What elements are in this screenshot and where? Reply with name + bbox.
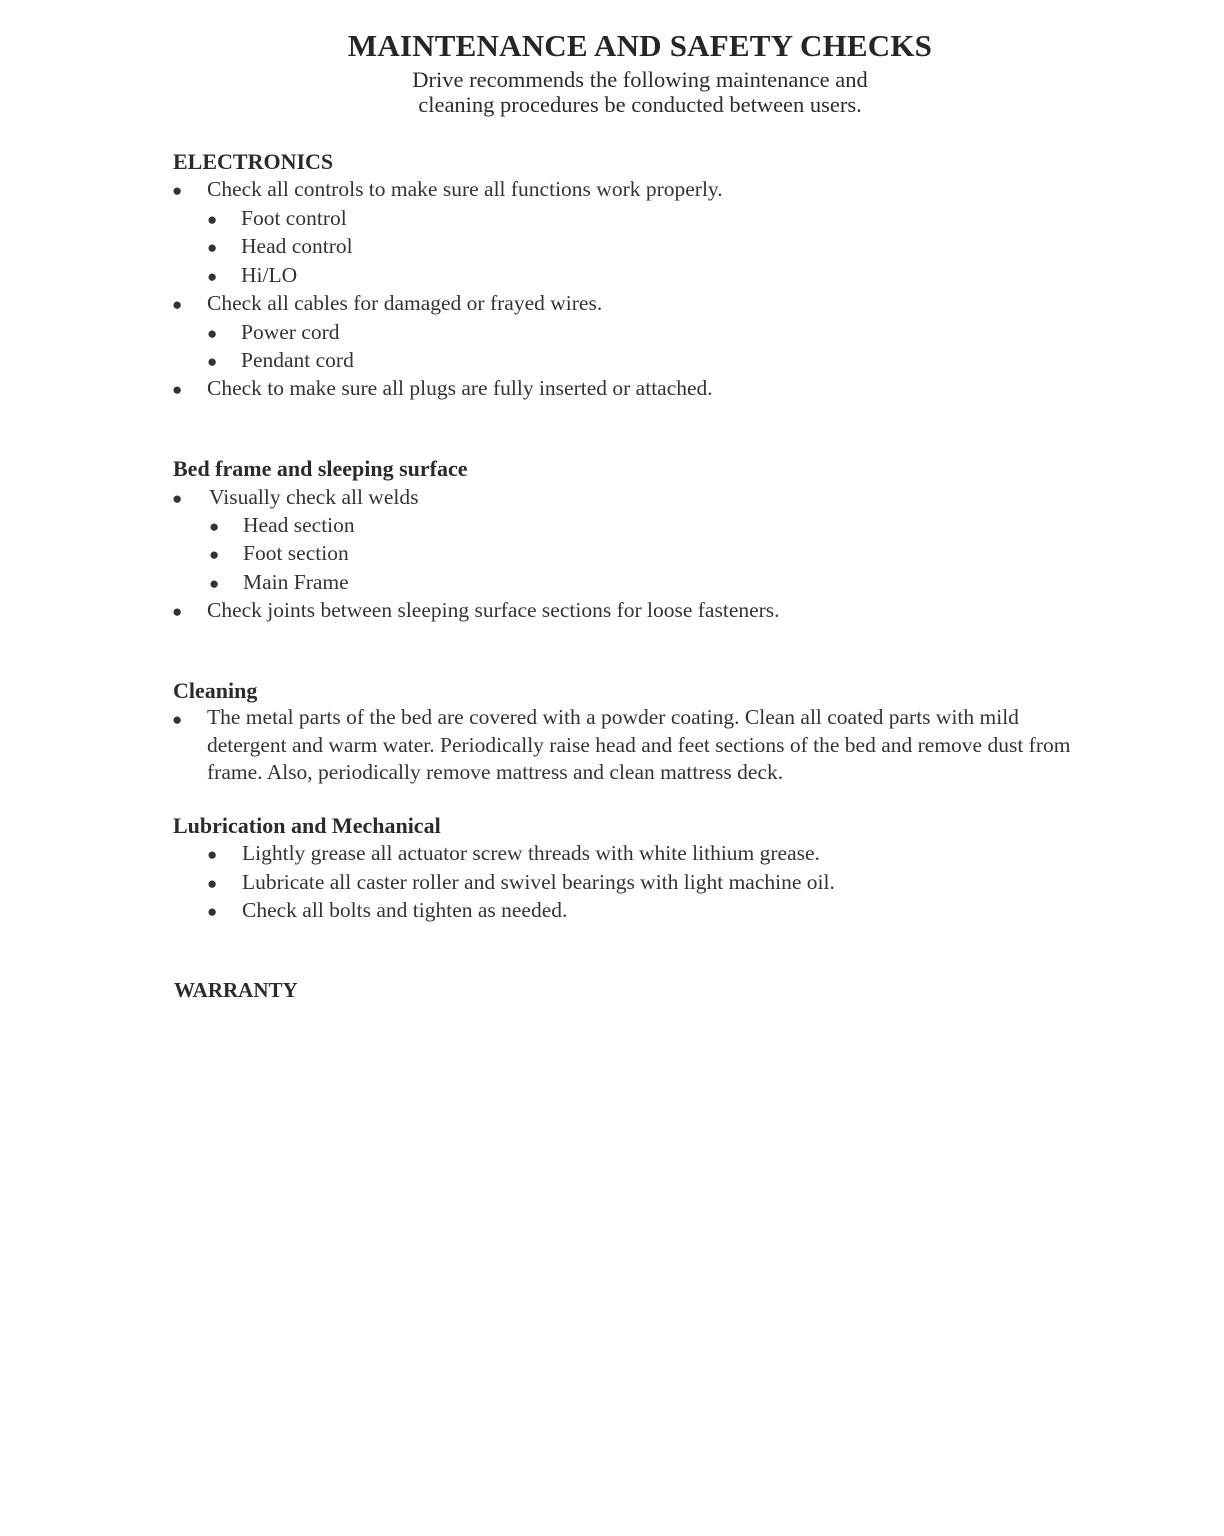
lubrication-item-bolts: Check all bolts and tighten as needed. — [242, 898, 568, 922]
bullet-icon: ● — [207, 210, 218, 229]
bullet-icon: ● — [207, 845, 218, 864]
bullet-icon: ● — [172, 489, 183, 508]
bullet-icon: ● — [172, 295, 183, 314]
bullet-icon: ● — [209, 574, 220, 593]
sub-item-foot-control: Foot control — [241, 206, 347, 230]
bullet-icon: ● — [209, 545, 220, 564]
bed-frame-heading: Bed frame and sleeping surface — [173, 456, 468, 481]
bullet-icon: ● — [172, 602, 183, 621]
bullet-icon: ● — [207, 267, 218, 286]
bullet-icon: ● — [172, 181, 183, 200]
bullet-icon: ● — [207, 238, 218, 257]
cleaning-paragraph: The metal parts of the bed are covered with a powder coating. Clean all coated parts with mild detergent and warm water. Periodically raise head and feet sections of the bed and remove dust from frame. Also, periodically remove mattress and clean mattress deck. — [207, 705, 1071, 784]
bullet-icon: ● — [207, 902, 218, 921]
electronics-item-controls: Check all controls to make sure all functions work properly. — [207, 177, 723, 201]
bed-frame-item-welds: Visually check all welds — [209, 485, 419, 509]
page-title: MAINTENANCE AND SAFETY CHECKS — [347, 28, 933, 63]
electronics-item-plugs: Check to make sure all plugs are fully inserted or attached. — [207, 376, 713, 400]
electronics-heading: ELECTRONICS — [173, 149, 334, 174]
sub-item-power-cord: Power cord — [241, 320, 340, 344]
bullet-icon: ● — [207, 352, 218, 371]
warranty-heading: WARRANTY — [174, 978, 298, 1002]
cleaning-heading: Cleaning — [173, 678, 258, 703]
sub-item-foot-section: Foot section — [243, 541, 349, 565]
lubrication-item-caster: Lubricate all caster roller and swivel bearings with light machine oil. — [242, 870, 835, 894]
subtitle-line-1: Drive recommends the following maintenance and — [412, 67, 868, 92]
sub-item-pendant-cord: Pendant cord — [241, 348, 354, 372]
subtitle-line-2: cleaning procedures be conducted between users. — [418, 92, 862, 117]
bullet-icon: ● — [172, 710, 183, 729]
bullet-icon: ● — [209, 517, 220, 536]
sub-item-main-frame: Main Frame — [243, 570, 349, 594]
bullet-icon: ● — [172, 380, 183, 399]
lubrication-heading: Lubrication and Mechanical — [173, 813, 441, 838]
bed-frame-item-joints: Check joints between sleeping surface sections for loose fasteners. — [207, 598, 780, 622]
bullet-icon: ● — [207, 324, 218, 343]
bullet-icon: ● — [207, 874, 218, 893]
electronics-item-cables: Check all cables for damaged or frayed wires. — [207, 291, 603, 315]
lubrication-item-grease: Lightly grease all actuator screw threads with white lithium grease. — [242, 841, 820, 865]
sub-item-head-section: Head section — [243, 513, 355, 537]
sub-item-head-control: Head control — [241, 234, 353, 258]
sub-item-hilo: Hi/LO — [241, 263, 298, 287]
